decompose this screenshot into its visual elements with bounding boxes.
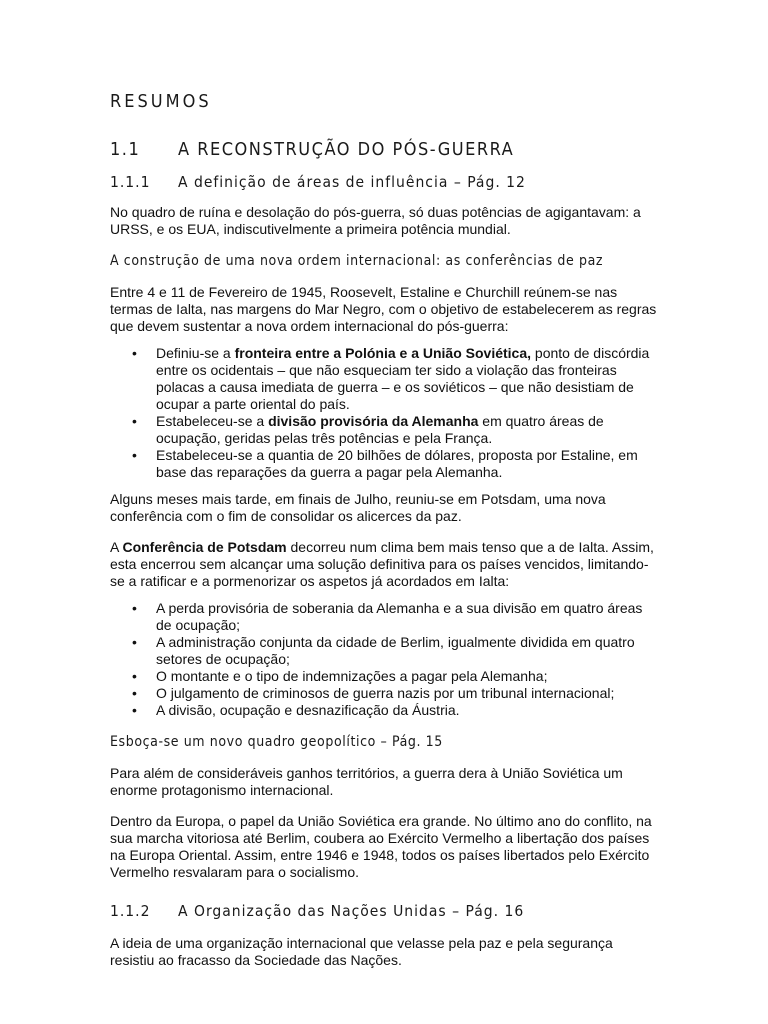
page-heading: RESUMOS [110, 91, 212, 112]
list-item-bold: fronteira entre a Polónia e a União Soviética, [234, 345, 532, 361]
section-heading [110, 136, 660, 164]
bullet-icon: • [132, 600, 137, 616]
bullet-icon: • [132, 447, 137, 463]
bullet-icon: • [132, 685, 137, 701]
bullet-icon: • [132, 345, 137, 361]
section-title: A RECONSTRUÇÃO DO PÓS-GUERRA [178, 139, 515, 160]
list-item [110, 668, 660, 685]
subsection-heading-2 [110, 897, 660, 925]
subheading-conferences: A construção de uma nova ordem internacional: as conferências de paz [110, 253, 604, 269]
bullet-icon: • [132, 634, 137, 650]
subsection-title: A Organização das Nações Unidas – Pág. 16 [178, 902, 525, 920]
subheading-geopolitical: Esboça-se um novo quadro geopolítico – Pág. 15 [110, 734, 443, 750]
subsection-number: 1.1.1 [110, 173, 151, 191]
paragraph-text: A [110, 539, 123, 555]
list-item-text: A divisão, ocupação e desnazificação da Áustria. [156, 702, 460, 718]
list-item [110, 634, 660, 668]
paragraph: Para além de consideráveis ganhos territórios, a guerra dera à União Soviética um enorme protagonismo internacional. [110, 765, 623, 798]
paragraph-potsdam [110, 539, 660, 590]
list-item [110, 447, 660, 481]
paragraph: A ideia de uma organização internacional que velasse pela paz e pela segurança resistiu ao fracasso da Sociedade das Nações. [110, 935, 613, 968]
list-item-text: O montante e o tipo de indemnizações a pagar pela Alemanha; [156, 668, 548, 684]
bullet-icon: • [132, 413, 137, 429]
list-item-bold: divisão provisória da Alemanha [268, 413, 479, 429]
list-item-text: em quatro áreas de ocupação, geridas pelas três potências e pela França. [156, 413, 604, 446]
list-item-text: A perda provisória de soberania da Alemanha e a sua divisão em quatro áreas de ocupação; [156, 600, 643, 633]
paragraph: Dentro da Europa, o papel da União Soviética era grande. No último ano do conflito, na sua marcha vitoriosa até Berlim, coubera ao Exército Vermelho a libertação dos países na Europa Oriental. Assim, entre 1946 e 1948, todos os países libertados pelo Exército Vermelho resvalaram para o socialismo. [110, 813, 652, 880]
list-item-text: Estabeleceu-se a [156, 413, 269, 429]
paragraph: No quadro de ruína e desolação do pós-guerra, só duas potências de agigantavam: a URSS, e os EUA, indiscutivelmente a primeira potência mundial. [110, 204, 641, 237]
paragraph-bold: Conferência de Potsdam [122, 539, 287, 555]
list-item-text: Definiu-se a [156, 345, 235, 361]
list-item-text: ponto de discórdia entre os ocidentais – que não esqueciam ter sido a violação das fronteiras polacas a causa imediata de guerra – e os soviéticos – que não desistiam de ocupar a parte oriental do país. [156, 345, 650, 412]
list-item [110, 702, 660, 719]
bullet-list-potsdam [110, 600, 660, 719]
list-item-text: A administração conjunta da cidade de Berlim, igualmente dividida em quatro setores de ocupação; [156, 634, 635, 667]
subsection-number: 1.1.2 [110, 902, 151, 920]
list-item-text: Estabeleceu-se a quantia de 20 bilhões de dólares, proposta por Estaline, em base das reparações da guerra a pagar pela Alemanha. [156, 447, 638, 480]
list-item-text: O julgamento de criminosos de guerra nazis por um tribunal internacional; [156, 685, 615, 701]
bullet-list-ialta [110, 345, 660, 481]
bullet-icon: • [132, 668, 137, 684]
list-item [110, 345, 660, 413]
subsection-title: A definição de áreas de influência – Pág. 12 [178, 173, 526, 191]
subsection-heading-1 [110, 168, 660, 196]
list-item [110, 600, 660, 634]
paragraph: Alguns meses mais tarde, em finais de Julho, reuniu-se em Potsdam, uma nova conferência com o fim de consolidar os alicerces da paz. [110, 491, 606, 524]
paragraph-text: decorreu num clima bem mais tenso que a de Ialta. Assim, esta encerrou sem alcançar uma solução definitiva para os países vencidos, limitando-se a ratificar e a pormenorizar os aspetos já acordados em Ialta: [110, 539, 654, 589]
list-item [110, 685, 660, 702]
bullet-icon: • [132, 702, 137, 718]
paragraph: Entre 4 e 11 de Fevereiro de 1945, Roosevelt, Estaline e Churchill reúnem-se nas termas de Ialta, nas margens do Mar Negro, com o objetivo de estabelecerem as regras que devem sustentar a nova ordem internacional do pós-guerra: [110, 284, 657, 334]
section-number: 1.1 [110, 139, 141, 160]
list-item [110, 413, 660, 447]
document-content [110, 86, 660, 969]
